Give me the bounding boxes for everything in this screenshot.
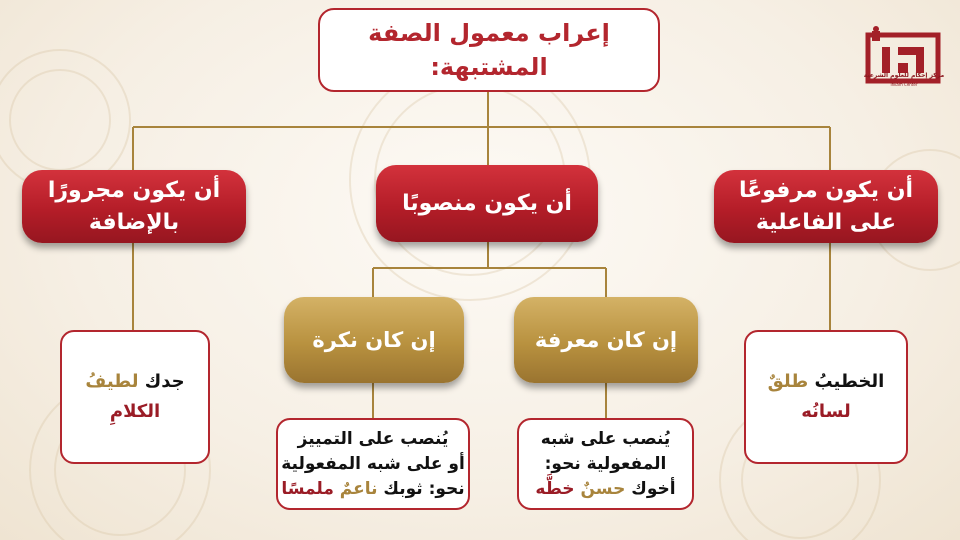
logo-tagline: Ihkam Center [890,82,918,87]
branch-nominative-line-2: على الفاعلية [755,209,897,235]
title-line-1: إعراب معمول الصفة [368,19,610,47]
example-genitive-subject: جدك [144,371,185,392]
branch-genitive-line-1: أن يكون مجرورًا [47,177,221,203]
diagram-title [318,8,660,92]
example-definite-line-2: المفعولية نحو: [544,453,667,474]
example-definite-subject: أخوك [631,478,676,499]
example-indefinite-adjective: ناعمٌ [339,478,378,499]
example-indefinite-line-1: يُنصب على التمييز [297,428,449,449]
example-indefinite-governed: ملمسًا [281,478,334,499]
branch-genitive-line-2: بالإضافة [88,209,180,235]
sub-branch-definite [514,297,698,383]
branch-accusative [376,165,598,242]
example-genitive [60,330,210,464]
example-indefinite-subject: نحو: ثوبك [383,478,465,499]
example-genitive-line-1 [85,367,184,397]
example-definite-line-1: يُنصب على شبه [540,428,671,449]
example-nominative-governed: لسانُه [801,401,851,422]
example-indefinite [276,418,470,510]
branch-nominative-line-1: أن يكون مرفوعًا [738,177,914,203]
branch-genitive [22,170,246,243]
example-indefinite-line-3 [281,477,464,502]
example-genitive-adjective: لطيفُ [85,371,139,392]
sub-branch-indefinite [284,297,464,383]
logo-name: مركز إحكام للعلوم الشرعية [863,72,945,79]
example-definite [517,418,694,510]
example-nominative [744,330,908,464]
example-nominative-line-1 [768,367,885,397]
example-definite-adjective: حسنٌ [580,478,626,499]
example-genitive-governed: الكلامِ [109,401,161,422]
example-nominative-subject: الخطيبُ [814,371,885,392]
sub-branch-indefinite-label: إن كان نكرة [312,328,436,352]
example-definite-line-3 [535,477,675,502]
branch-nominative [714,170,938,243]
sub-branch-definite-label: إن كان معرفة [534,328,678,352]
example-indefinite-line-2: أو على شبه المفعولية [281,453,465,474]
branch-accusative-label: أن يكون منصوبًا [402,190,572,216]
title-line-2: المشتبهة: [430,53,548,81]
example-definite-governed: خطَّه [535,478,575,499]
example-nominative-adjective: طلقٌ [767,371,809,392]
